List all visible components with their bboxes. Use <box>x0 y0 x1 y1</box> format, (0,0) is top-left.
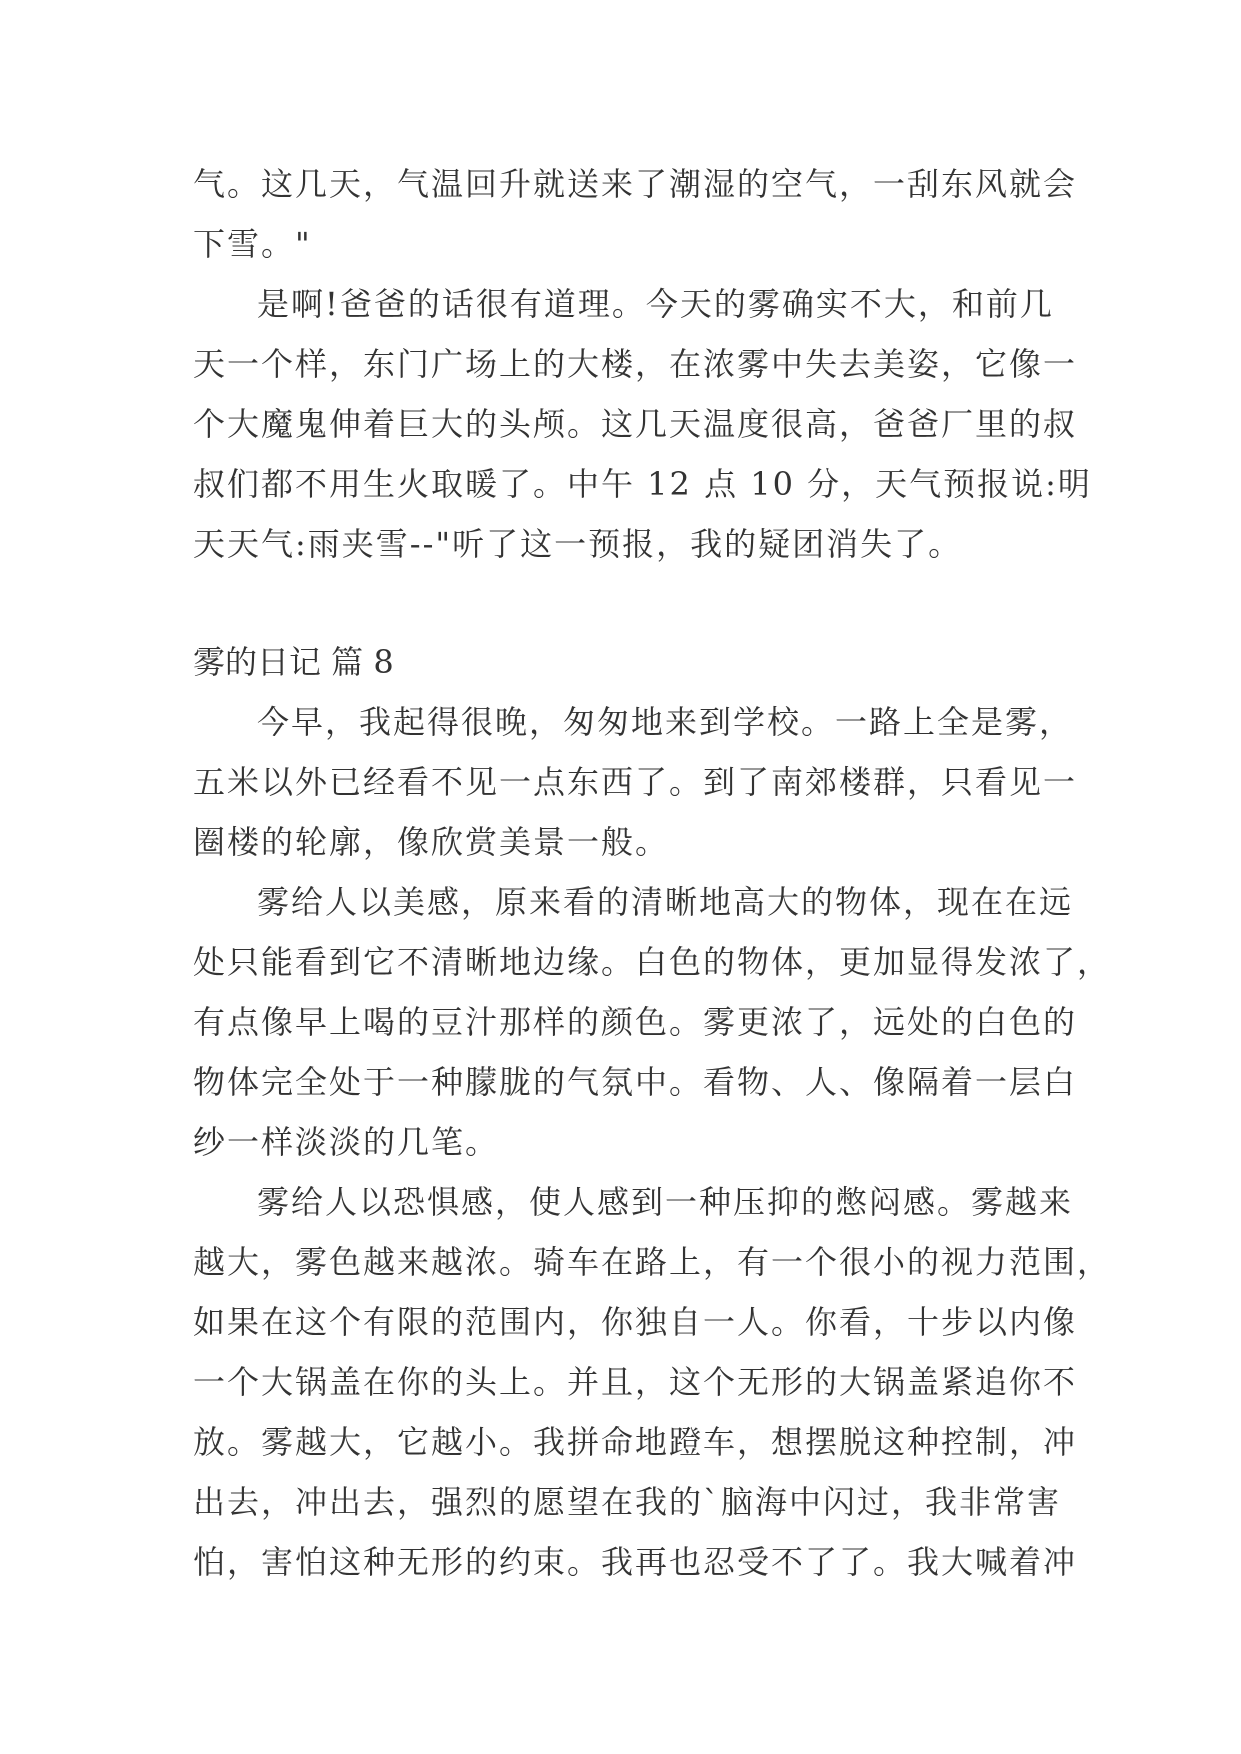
paragraph-dad-words <box>193 274 1092 574</box>
text-line: 处只能看到它不清晰地边缘。白色的物体，更加显得发浓了， <box>193 943 1112 981</box>
text-line: 放。雾越大，它越小。我拼命地蹬车，想摆脱这种控制，冲 <box>193 1423 1078 1461</box>
text-line: 今早，我起得很晚，匆匆地来到学校。一路上全是雾， <box>257 703 1074 741</box>
document-body <box>193 154 1112 1592</box>
section-gap <box>193 574 1073 632</box>
paragraph-fear <box>193 1172 1112 1592</box>
text-line: 个大魔鬼伸着巨大的头颅。这几天温度很高，爸爸厂里的叔 <box>193 405 1078 443</box>
text-line: 一个大锅盖在你的头上。并且，这个无形的大锅盖紧追你不 <box>193 1363 1078 1401</box>
text-line: 越大，雾色越来越浓。骑车在路上，有一个很小的视力范围， <box>193 1243 1112 1281</box>
text-line: 有点像早上喝的豆汁那样的颜色。雾更浓了，远处的白色的 <box>193 1003 1078 1041</box>
text-line: 出去，冲出去，强烈的愿望在我的`脑海中闪过，我非常害 <box>193 1483 1062 1521</box>
text-line: 五米以外已经看不见一点东西了。到了南郊楼群，只看见一 <box>193 763 1078 801</box>
text-line: 叔们都不用生火取暖了。中午 12 点 10 分，天气预报说:明 <box>193 465 1092 503</box>
text-line: 气。这几天，气温回升就送来了潮湿的空气，一刮东风就会 <box>193 165 1078 203</box>
text-line: 天一个样，东门广场上的大楼，在浓雾中失去美姿，它像一 <box>193 345 1078 383</box>
section-heading: 雾的日记 篇 8 <box>193 643 394 681</box>
text-line: 雾给人以恐惧感，使人感到一种压抑的憋闷感。雾越来 <box>257 1183 1074 1221</box>
text-line: 物体完全处于一种朦胧的气氛中。看物、人、像隔着一层白 <box>193 1063 1078 1101</box>
text-line: 怕，害怕这种无形的约束。我再也忍受不了了。我大喊着冲 <box>193 1543 1078 1581</box>
text-line: 圈楼的轮廓，像欣赏美景一般。 <box>193 823 670 861</box>
paragraph-beauty <box>193 872 1112 1172</box>
text-line: 纱一样淡淡的几笔。 <box>193 1123 500 1161</box>
text-line: 如果在这个有限的范围内，你独自一人。你看，十步以内像 <box>193 1303 1078 1341</box>
paragraph-continued <box>193 154 1078 274</box>
text-line: 下雪。" <box>193 225 312 263</box>
text-line: 雾给人以美感，原来看的清晰地高大的物体，现在在远 <box>257 883 1074 921</box>
text-line: 天天气:雨夹雪--"听了这一预报，我的疑团消失了。 <box>193 525 963 563</box>
paragraph-morning <box>193 692 1078 872</box>
text-line: 是啊!爸爸的话很有道理。今天的雾确实不大，和前几 <box>257 285 1054 323</box>
